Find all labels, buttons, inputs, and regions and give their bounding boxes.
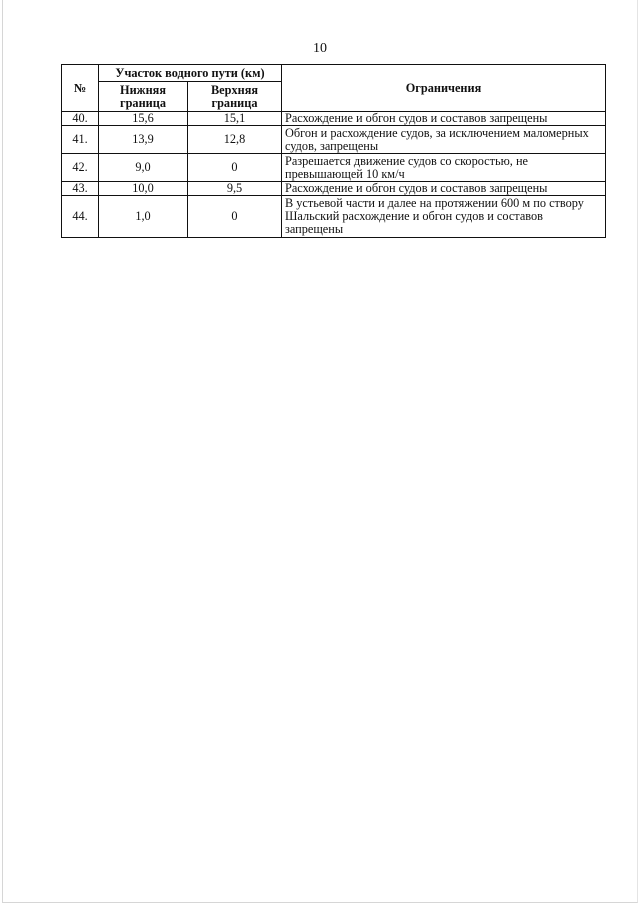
upper-bound-value: 15,1 (188, 112, 282, 126)
restriction-text: Разрешается движение судов со скоростью, не превышающей 10 км/ч (282, 154, 606, 182)
upper-bound-value: 12,8 (188, 126, 282, 154)
table-row (62, 196, 606, 238)
table-row (62, 112, 606, 126)
lower-bound-value: 13,9 (99, 126, 188, 154)
row-number: 44. (62, 196, 99, 238)
header-upper-bound: Верхняя граница (188, 82, 282, 112)
header-lower-bound: Нижняя граница (99, 82, 188, 112)
restriction-text: Расхождение и обгон судов и составов запрещены (282, 182, 606, 196)
lower-bound-value: 9,0 (99, 154, 188, 182)
table-row (62, 182, 606, 196)
upper-bound-value: 9,5 (188, 182, 282, 196)
header-restrictions: Ограничения (282, 65, 606, 112)
row-number: 42. (62, 154, 99, 182)
header-number: № (62, 65, 99, 112)
upper-bound-value: 0 (188, 196, 282, 238)
page-number: 10 (313, 41, 327, 56)
row-number: 43. (62, 182, 99, 196)
lower-bound-value: 1,0 (99, 196, 188, 238)
restriction-text: Расхождение и обгон судов и составов запрещены (282, 112, 606, 126)
restriction-text: Обгон и расхождение судов, за исключением маломерных судов, запрещены (282, 126, 606, 154)
table-row (62, 154, 606, 182)
header-section: Участок водного пути (км) (99, 65, 282, 82)
table-row (62, 126, 606, 154)
row-number: 40. (62, 112, 99, 126)
lower-bound-value: 10,0 (99, 182, 188, 196)
restrictions-table (61, 64, 606, 238)
restriction-text: В устьевой части и далее на протяжении 600 м по створу Шальский расхождение и обгон судов и составов запрещены (282, 196, 606, 238)
upper-bound-value: 0 (188, 154, 282, 182)
row-number: 41. (62, 126, 99, 154)
lower-bound-value: 15,6 (99, 112, 188, 126)
